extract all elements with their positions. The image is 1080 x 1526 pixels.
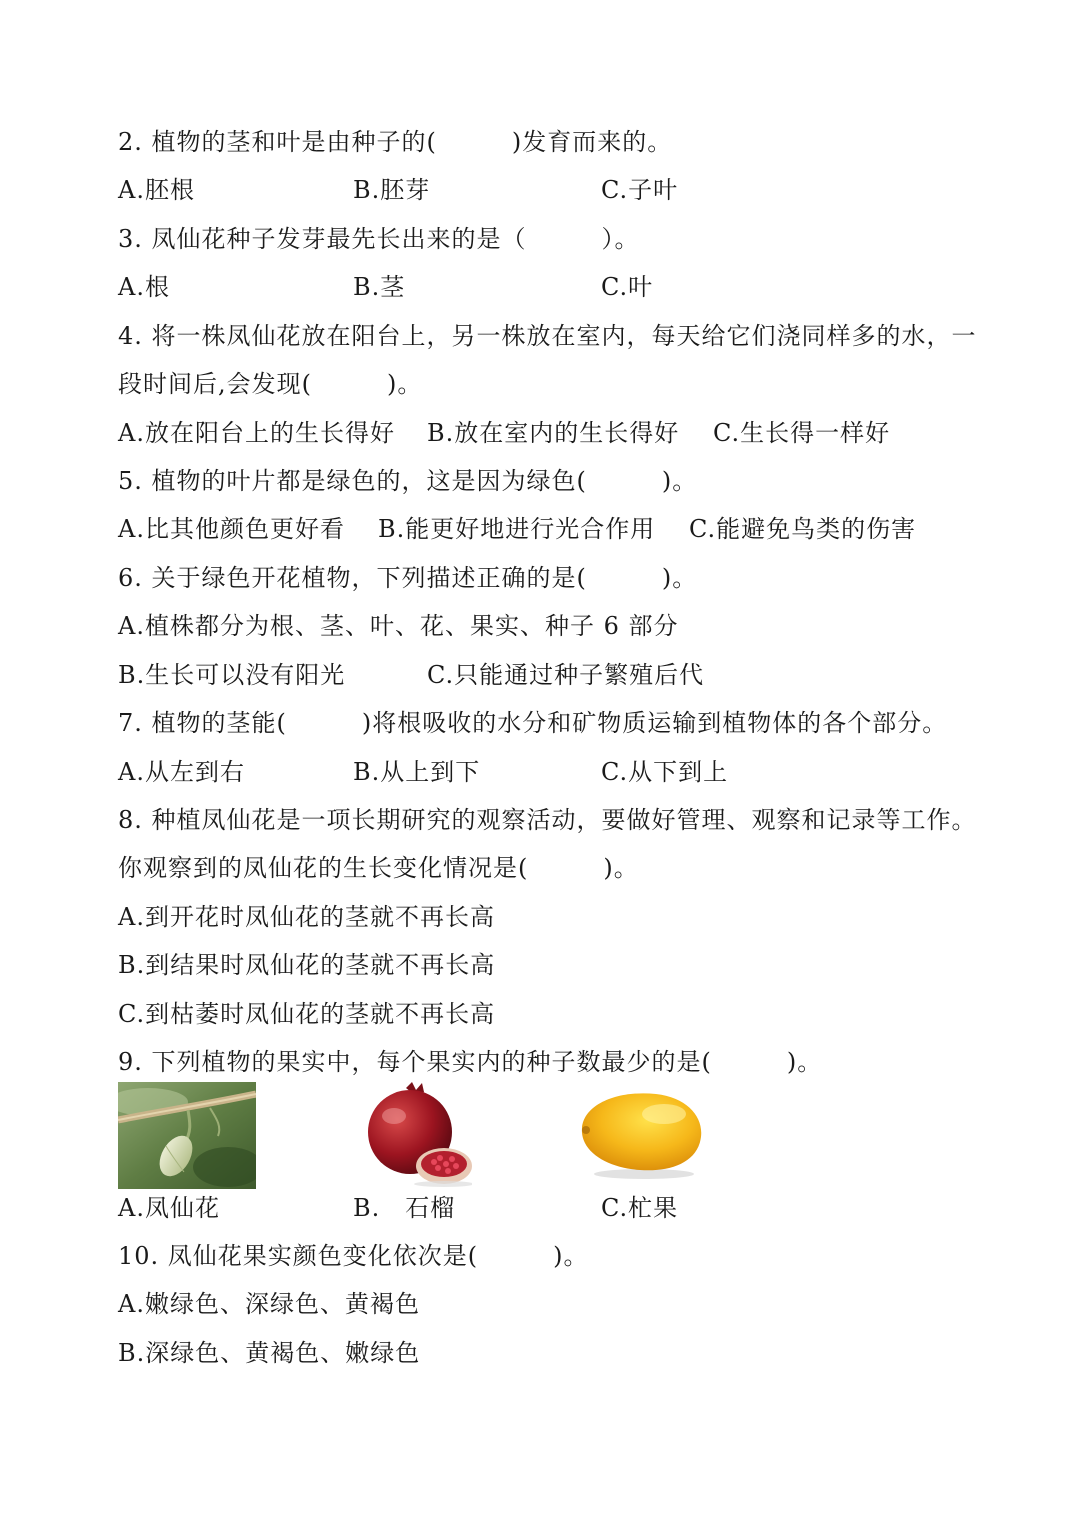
q7-option-c: C.从下到上: [601, 758, 729, 786]
pomegranate-image: [360, 1080, 472, 1190]
question-8-stem-line1: 8. 种植凤仙花是一项长期研究的观察活动，要做好管理、观察和记录等工作。: [118, 806, 977, 834]
q5-option-b: B.能更好地进行光合作用: [378, 515, 656, 543]
q5-option-c: C.能避免鸟类的伤害: [689, 515, 917, 543]
question-10-stem: 10. 凤仙花果实颜色变化依次是( )。: [118, 1242, 589, 1270]
q2-option-a: A.胚根: [118, 176, 195, 204]
question-6-stem: 6. 关于绿色开花植物，下列描述正确的是( )。: [118, 564, 698, 592]
q6-option-a: A.植株都分为根、茎、叶、花、果实、种子 6 部分: [118, 612, 679, 640]
q2-option-b: B.胚芽: [353, 176, 431, 204]
q4-option-c: C.生长得一样好: [713, 419, 891, 447]
q5-option-a: A.比其他颜色更好看: [118, 515, 345, 543]
question-5-stem: 5. 植物的叶片都是绿色的，这是因为绿色( )。: [118, 467, 698, 495]
q7-option-b: B.从上到下: [353, 758, 481, 786]
question-8-stem-line2: 你观察到的凤仙花的生长变化情况是( )。: [118, 854, 639, 882]
q9-option-c: C.杧果: [601, 1194, 679, 1222]
question-9-stem: 9. 下列植物的果实中，每个果实内的种子数最少的是( )。: [118, 1048, 823, 1076]
q6-option-b: B.生长可以没有阳光: [118, 661, 346, 689]
balsam-fruit-image: [118, 1082, 256, 1189]
question-2-stem: 2. 植物的茎和叶是由种子的( )发育而来的。: [118, 128, 673, 156]
q3-option-c: C.叶: [601, 273, 654, 301]
q3-option-b: B.茎: [353, 273, 406, 301]
q8-option-c: C.到枯萎时凤仙花的茎就不再长高: [118, 1000, 496, 1028]
q4-option-a: A.放在阳台上的生长得好: [118, 419, 395, 447]
q7-option-a: A.从左到右: [118, 758, 245, 786]
q9-option-b: B. 石榴: [353, 1194, 456, 1222]
mango-image: [574, 1086, 708, 1182]
q2-option-c: C.子叶: [601, 176, 679, 204]
q6-option-c: C.只能通过种子繁殖后代: [427, 661, 705, 689]
question-7-stem: 7. 植物的茎能( )将根吸收的水分和矿物质运输到植物体的各个部分。: [118, 709, 948, 737]
q3-option-a: A.根: [118, 273, 170, 301]
question-4-stem-line2: 段时间后,会发现( )。: [118, 370, 423, 398]
q8-option-a: A.到开花时凤仙花的茎就不再长高: [118, 903, 495, 931]
question-4-stem-line1: 4. 将一株凤仙花放在阳台上，另一株放在室内，每天给它们浇同样多的水，一: [118, 322, 977, 350]
q8-option-b: B.到结果时凤仙花的茎就不再长高: [118, 951, 496, 979]
question-3-stem: 3. 凤仙花种子发芽最先长出来的是（ ）。: [118, 225, 640, 253]
q10-option-b: B.深绿色、黄褐色、嫩绿色: [118, 1339, 421, 1367]
q9-option-a: A.凤仙花: [118, 1194, 220, 1222]
q10-option-a: A.嫩绿色、深绿色、黄褐色: [118, 1290, 420, 1318]
q4-option-b: B.放在室内的生长得好: [427, 419, 680, 447]
